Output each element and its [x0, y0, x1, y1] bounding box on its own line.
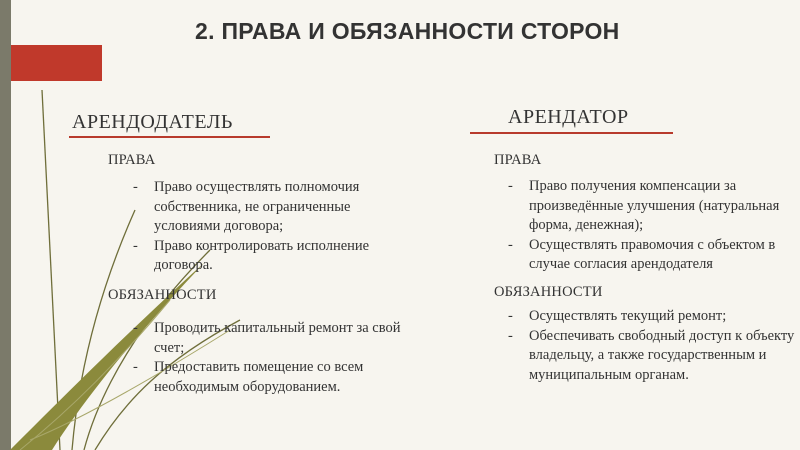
tenant-heading: АРЕНДАТОР	[508, 106, 629, 128]
tenant-heading-underline	[470, 132, 673, 134]
list-item: - Право контролировать исполнение договора.	[131, 237, 411, 276]
list-item: - Обеспечивать свободный доступ к объекту владельцу, а также государственным и муниципальным органам.	[506, 327, 796, 386]
landlord-heading: АРЕНДОДАТЕЛЬ	[72, 111, 233, 133]
list-item: - Осуществлять текущий ремонт;	[506, 307, 796, 327]
list-item: - Право получения компенсации за произведённые улучшения (натуральная форма, денежная);	[506, 177, 800, 236]
slide-title: 2. ПРАВА И ОБЯЗАННОСТИ СТОРОН	[195, 18, 620, 44]
tenant-rights-label: ПРАВА	[494, 152, 542, 168]
landlord-heading-underline	[69, 136, 270, 138]
landlord-duties-label: ОБЯЗАННОСТИ	[108, 287, 217, 303]
landlord-rights-list	[131, 178, 411, 276]
landlord-duties-list	[131, 319, 411, 397]
landlord-rights-label: ПРАВА	[108, 152, 156, 168]
title-accent-block	[11, 45, 102, 81]
tenant-rights-list	[506, 177, 800, 275]
tenant-duties-label: ОБЯЗАННОСТИ	[494, 284, 603, 300]
list-item: - Право осуществлять полномочия собственника, не ограниченные условиями договора;	[131, 178, 411, 237]
list-item: - Осуществлять правомочия с объектом в случае согласия арендодателя	[506, 236, 800, 275]
list-item: - Предоставить помещение со всем необходимым оборудованием.	[131, 358, 411, 397]
tenant-duties-list	[506, 307, 796, 385]
list-item: - Проводить капитальный ремонт за свой счет;	[131, 319, 411, 358]
